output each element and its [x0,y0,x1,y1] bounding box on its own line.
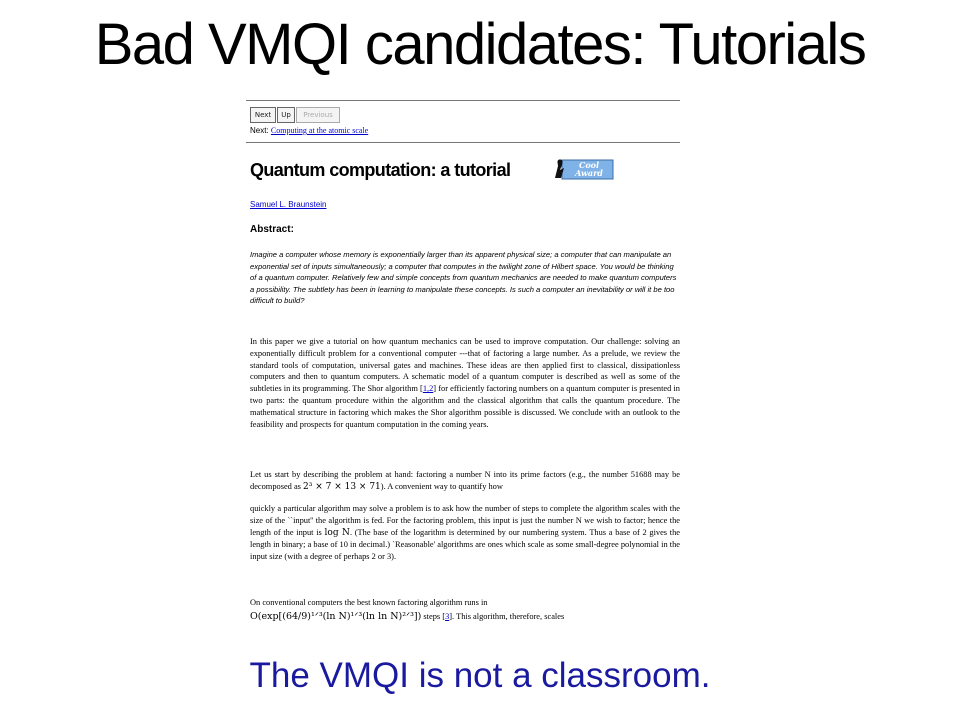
tutorial-page-screenshot [246,96,682,626]
reference-link-1-2[interactable]: 1,2 [422,384,434,394]
intro-text-1: In this paper we give a tutorial on how quantum mechanics can be used to improve computation. Our challenge: solving an exponentially difficult problem for a conventional computer ---that of factoring a large number. As a prelude, we review the standard tools of computation, universal gates and machines. These ideas are then applied first to classical, dissipationless computers and then to quantum computers. A schematic model of a quantum computer is described as well as some of the subtleties in its programming. The Shor algorithm [ [250,337,680,394]
author-name[interactable]: Samuel L. Braunstein [250,200,327,209]
abstract-heading: Abstract: [250,224,294,235]
formula-text-1: steps [ [421,612,446,621]
scaling-paragraph [250,503,680,563]
factorization-formula: 2³ × 7 × 13 × 71 [303,481,381,492]
scaling-text-1: quickly a particular algorithm may solve a problem is to ask how the number of steps to complete the algorithm scales with the size of the ``input'' the algorithm is fed. For the factoring problem, this input is just the number N we wish to factor; hence the length of the input is [250,504,680,537]
author-link [250,200,327,209]
factoring-text-1: Let us start by describing the problem at hand: factoring a number N into its prime factors (e.g., the number 51688 may be decomposed as [250,470,680,491]
reference-link-3[interactable]: 3 [445,612,450,621]
cool-award-icon[interactable] [552,158,614,180]
up-button[interactable]: Up [277,107,295,123]
complexity-formula: O(exp[(64/9)¹ᐟ³(ln N)¹ᐟ³(ln ln N)²ᐟ³]) [250,611,422,622]
factoring-text-2: ). A convenient way to quantify how [380,481,503,491]
formula-text-2: ]. This algorithm, therefore, scales [449,612,565,621]
abstract-text: Imagine a computer whose memory is exponentially larger than its apparent physical size; a computer that can manipulate an exponential set of inputs simultaneously; a computer that computes in the twilight zone of Hilbert space. You would be thinking of a quantum computer. Relatively few and simple concepts from quantum mechanics are needed to make quantum computers a possibility. The subtlety has been in learning to manipulate these concepts. Is such a computer an inevitability or will it be too difficult to build? [250,250,677,306]
next-label: Next: [250,126,269,135]
award-line-2: Award [575,168,603,178]
top-divider [246,100,680,101]
factoring-paragraph [250,469,680,494]
slide-title: Bad VMQI candidates: Tutorials [94,12,866,77]
conventional-paragraph: On conventional computers the best known factoring algorithm runs in [250,598,488,607]
previous-button[interactable]: Previous [296,107,340,123]
next-link[interactable]: Computing at the atomic scale [270,126,369,135]
nav-divider [246,142,680,143]
award-line-1: Cool [578,160,600,170]
scaling-text-2: . (The base of the logarithm is determined by our numbering system. Thus a base of 2 gives the length in binary; a base of 10 in decimal.) `Reasonable' algorithms are ones which scale as some small-degree polynomial in the input size (with a degree of perhaps 2 or 3). [250,527,681,562]
intro-text-2: ] for efficiently factoring numbers on a quantum computer is presented in two parts: the quantum procedure within the algorithm and the classical algorithm that calls the quantum procedure. The mathematical structure in factoring which makes the Shor algorithm possible is discussed. We conclude with an outlook to the feasibility and prospects for quantum computation in the coming years. [250,384,680,429]
complexity-formula-line [250,611,564,622]
log-n-formula: log N [324,527,350,538]
intro-paragraph [250,336,680,430]
next-navigation [250,126,368,135]
next-button[interactable]: Next [250,107,276,123]
paper-title: Quantum computation: a tutorial [250,160,511,180]
slide-caption: The VMQI is not a classroom. [249,656,711,695]
